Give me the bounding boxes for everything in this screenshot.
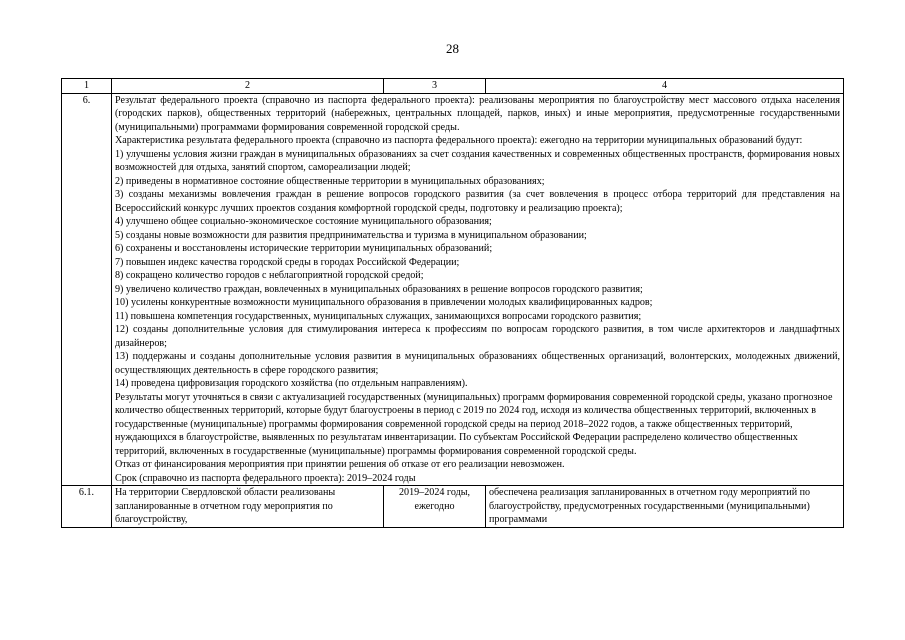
table-row-6 [62,93,844,486]
list-item: 3) созданы механизмы вовлечения граждан в решение вопросов городского развития (за счет вовлечения в процесс отбора территорий для представления на Всероссийский конкурс лучших проектов создания комфортной городской среды, подготовку и реализацию проекта); [115,189,840,214]
header-cell-3: 3 [384,79,486,94]
list-item: 8) сокращено количество городов с неблагоприятной городской средой; [115,270,424,281]
list-item: 11) повышена компетенция государственных, муниципальных служащих, занимающихся вопросами городского развития; [115,310,642,322]
list-item: 14) проведена цифровизация городского хозяйства (по отдельным направлениям). [115,378,468,389]
list-item: 5) созданы новые возможности для развития предпринимательства и туризма в муниципальном образовании; [115,229,587,241]
paragraph: Отказ от финансирования мероприятия при принятии решения об отказе от его реализации невозможен. [115,459,565,470]
result-description-cell [112,93,844,486]
period-text: 2019–2024 годы, ежегодно [398,487,471,512]
header-cell-1: 1 [62,79,112,94]
list-item: 10) усилены конкурентные возможности муниципального образования в привлечении молодых квалифицированных кадров; [115,297,653,308]
activity-cell [112,486,384,528]
paragraph: Результаты могут уточняться в связи с актуализацией государственных (муниципальных) программ формирования современной городской среды, указано прогнозное количество общественных территорий, которые будут благоустроены в период с 2019 по 2024 год, исходя из количества общественных территорий, включенных в государственные (муниципальные) программы формирования современной городской среды на период 2018–2022 годов, а также общественных территорий, нуждающихся в благоустройстве, выявленных по результатам инвентаризации. По субъектам Российской Федерации распределено количество общественных территорий, включенных в государственные (муниципальные) программы формирования современной городской среды. [115,391,833,457]
table-row-6-1 [62,486,844,528]
paragraph: Срок (справочно из паспорта федерального проекта): 2019–2024 годы [115,472,416,484]
paragraph: Характеристика результата федерального проекта (справочно из паспорта федерального проекта): ежегодно на территории муниципальных образований будут: [115,135,803,146]
row-number: 6. [62,93,112,486]
list-item: 1) улучшены условия жизни граждан в муниципальных образованиях за счет создания качественных и современных общественных пространств, формирования новых возможностей для отдыха, занятий спортом, самореализации людей; [115,148,840,173]
outcome-text: обеспечена реализация запланированных в отчетном году мероприятий по благоустройству, предусмотренных государственными (муниципальными) программами [489,487,811,525]
header-cell-2: 2 [112,79,384,94]
list-item: 4) улучшено общее социально-экономическое состояние муниципального образования; [115,216,492,227]
list-item: 2) приведены в нормативное состояние общественные территории в муниципальных образованиях; [115,175,545,187]
list-item: 9) увеличено количество граждан, вовлеченных в муниципальных образованиях в решение вопросов городского развития; [115,283,643,295]
list-item: 13) поддержаны и созданы дополнительные условия развития в муниципальных образованиях общественных организаций, волонтерских, молодежных движений, осуществляющих деятельность в сфере городского развития; [115,351,840,376]
list-item: 7) повышен индекс качества городской среды в городах Российской Федерации; [115,256,460,268]
document-table [61,78,844,528]
table-header-row [62,79,844,94]
paragraph: Результат федерального проекта (справочно из паспорта федерального проекта): реализованы мероприятия по благоустройству мест массового отдыха населения (городских парков), общественных территорий (набережных, центральных площадей, парков, иных) и иные мероприятия, предусмотренные государственными (муниципальными) программами формирования современной городской среды. [115,94,840,133]
row-number: 6.1. [62,486,112,528]
period-cell [384,486,486,528]
list-item: 6) сохранены и восстановлены исторические территории муниципальных образований; [115,243,493,254]
page-number: 28 [446,41,459,56]
activity-text: На территории Свердловской области реализованы запланированные в отчетном году мероприятия по благоустройству, [115,487,336,525]
outcome-cell [486,486,844,528]
list-item: 12) созданы дополнительные условия для стимулирования интереса к профессиям по вопросам городского развития, в том числе архитекторов и ландшафтных дизайнеров; [115,324,840,349]
header-cell-4: 4 [486,79,844,94]
